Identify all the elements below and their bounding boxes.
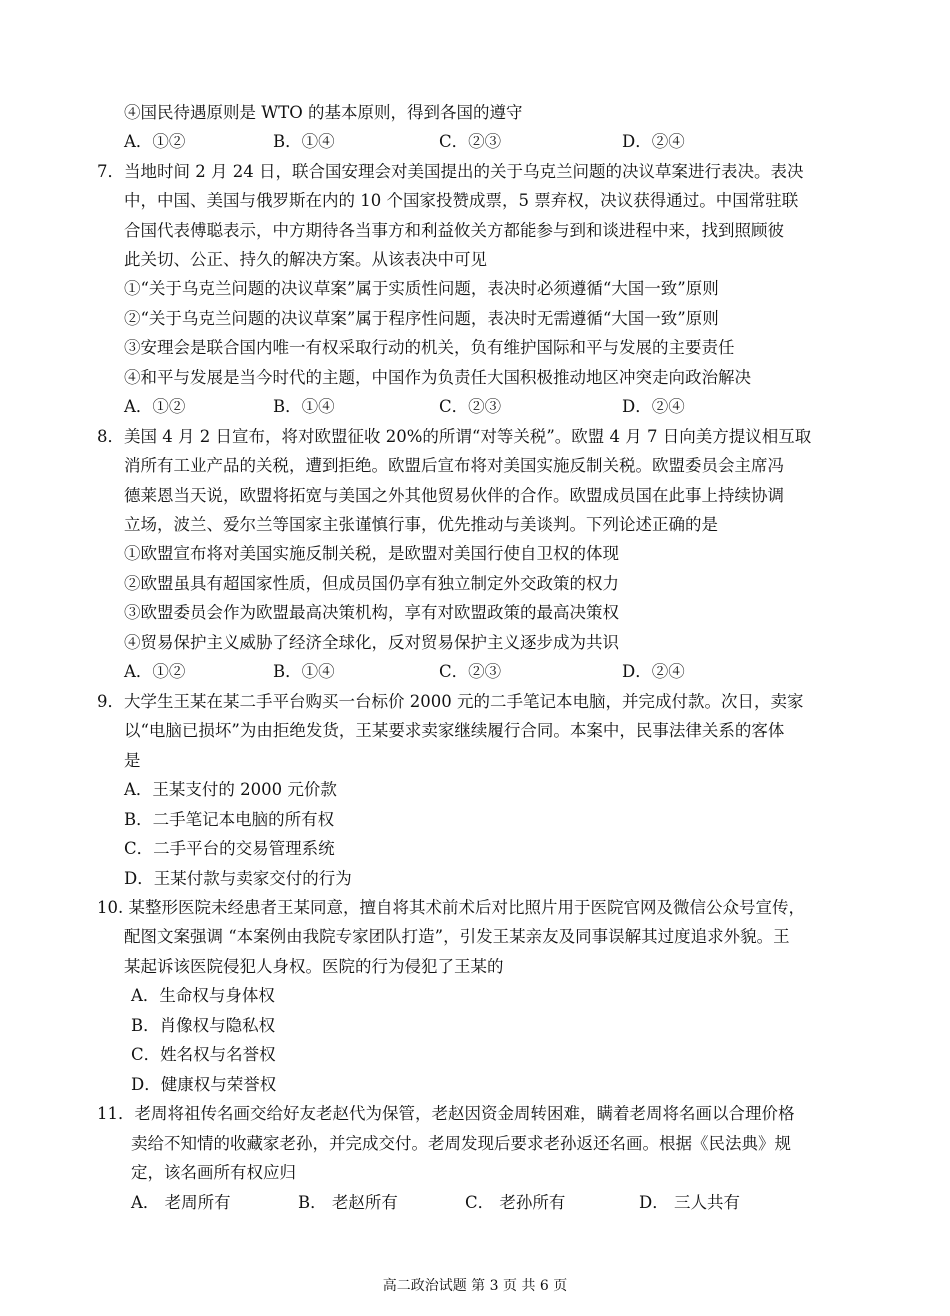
statement-4: ④国民待遇原则是 WTO 的基本原则，得到各国的遵守 (124, 103, 523, 122)
option-c: C．二手平台的交易管理系统 (124, 839, 335, 858)
option-a: A．生命权与身体权 (131, 986, 275, 1005)
option-d: D．②④ (622, 662, 685, 681)
question-7-stem-line: 此关切、公正、持久的解决方案。从该表决中可见 (124, 250, 487, 269)
question-8-stem-line: 8．美国 4 月 2 日宣布，将对欧盟征收 20%的所谓“对等关税”。欧盟 4 月 7 日向美方提议相互取 (97, 427, 812, 446)
option-a: A．①② (124, 662, 186, 681)
option-c: C．②③ (439, 132, 502, 151)
option-a: A．①② (124, 132, 186, 151)
statement-1: ①欧盟宣布将对美国实施反制关税，是欧盟对美国行使自卫权的体现 (124, 544, 619, 563)
question-10-stem-line: 某起诉该医院侵犯人身权。医院的行为侵犯了王某的 (124, 957, 504, 976)
option-d: D．②④ (622, 132, 685, 151)
question-8-stem-line: 立场，波兰、爱尔兰等国家主张谨慎行事，优先推动与美谈判。下列论述正确的是 (124, 515, 718, 534)
question-9-stem-line: 以“电脑已损坏”为由拒绝发货，王某要求卖家继续履行合同。本案中，民事法律关系的客体 (124, 721, 785, 740)
question-9-stem-line: 9．大学生王某在某二手平台购买一台标价 2000 元的二手笔记本电脑，并完成付款。次日，卖家 (97, 692, 804, 711)
statement-2: ②欧盟虽具有超国家性质，但成员国仍享有独立制定外交政策的权力 (124, 574, 619, 593)
option-a: A．①② (124, 397, 186, 416)
statement-4: ④和平与发展是当今时代的主题，中国作为负责任大国积极推动地区冲突走向政治解决 (124, 368, 751, 387)
question-11-stem-line: 11．老周将祖传名画交给好友老赵代为保管，老赵因资金周转困难，瞒着老周将名画以合理价格 (97, 1104, 795, 1123)
option-c: C． 老孙所有 (465, 1193, 566, 1212)
statement-1: ①“关于乌克兰问题的决议草案”属于实质性问题，表决时必须遵循“大国一致”原则 (124, 279, 719, 298)
option-b: B．①④ (273, 662, 335, 681)
option-c: C．②③ (439, 662, 502, 681)
option-d: D．②④ (622, 397, 685, 416)
option-d: D．王某付款与卖家交付的行为 (124, 869, 352, 888)
option-a: A． 老周所有 (131, 1193, 231, 1212)
question-11-stem-line: 卖给不知情的收藏家老孙，并完成交付。老周发现后要求老孙返还名画。根据《民法典》规 (131, 1134, 791, 1153)
option-d: D．健康权与荣誉权 (131, 1075, 277, 1094)
statement-2: ②“关于乌克兰问题的决议草案”属于程序性问题，表决时无需遵循“大国一致”原则 (124, 309, 719, 328)
question-7-stem-line: 中，中国、美国与俄罗斯在内的 10 个国家投赞成票，5 票弃权，决议获得通过。中国常驻联 (124, 191, 799, 210)
question-8-stem-line: 消所有工业产品的关税，遭到拒绝。欧盟后宣布将对美国实施反制关税。欧盟委员会主席冯 (124, 456, 784, 475)
option-c: C．②③ (439, 397, 502, 416)
option-b: B．二手笔记本电脑的所有权 (124, 810, 335, 829)
question-7-stem-line: 7．当地时间 2 月 24 日，联合国安理会对美国提出的关于乌克兰问题的决议草案进行表决。表决 (97, 162, 804, 181)
statement-3: ③欧盟委员会作为欧盟最高决策机构，享有对欧盟政策的最高决策权 (124, 603, 619, 622)
option-a: A．王某支付的 2000 元价款 (124, 780, 337, 799)
question-10-stem-line: 配图文案强调 “本案例由我院专家团队打造”，引发王某亲友及同事误解其过度追求外貌。王 (124, 927, 790, 946)
question-11-stem-line: 定，该名画所有权应归 (131, 1163, 296, 1182)
option-b: B． 老赵所有 (298, 1193, 398, 1212)
statement-3: ③安理会是联合国内唯一有权采取行动的机关，负有维护国际和平与发展的主要责任 (124, 338, 735, 357)
option-b: B．①④ (273, 397, 335, 416)
question-7-stem-line: 合国代表傅聪表示，中方期待各当事方和利益攸关方都能参与到和谈进程中来，找到照顾彼 (124, 221, 784, 240)
option-b: B．①④ (273, 132, 335, 151)
option-b: B．肖像权与隐私权 (131, 1016, 276, 1035)
question-9-stem-line: 是 (124, 751, 141, 770)
page-footer: 高二政治试题 第 3 页 共 6 页 (382, 1278, 568, 1294)
option-c: C．姓名权与名誉权 (131, 1045, 276, 1064)
statement-4: ④贸易保护主义威胁了经济全球化，反对贸易保护主义逐步成为共识 (124, 633, 619, 652)
question-10-stem-line: 10. 某整形医院未经患者王某同意，擅自将其术前术后对比照片用于医院官网及微信公众号宣传， (97, 898, 805, 917)
question-8-stem-line: 德莱恩当天说，欧盟将拓宽与美国之外其他贸易伙伴的合作。欧盟成员国在此事上持续协调 (124, 486, 784, 505)
option-d: D． 三人共有 (639, 1193, 740, 1212)
